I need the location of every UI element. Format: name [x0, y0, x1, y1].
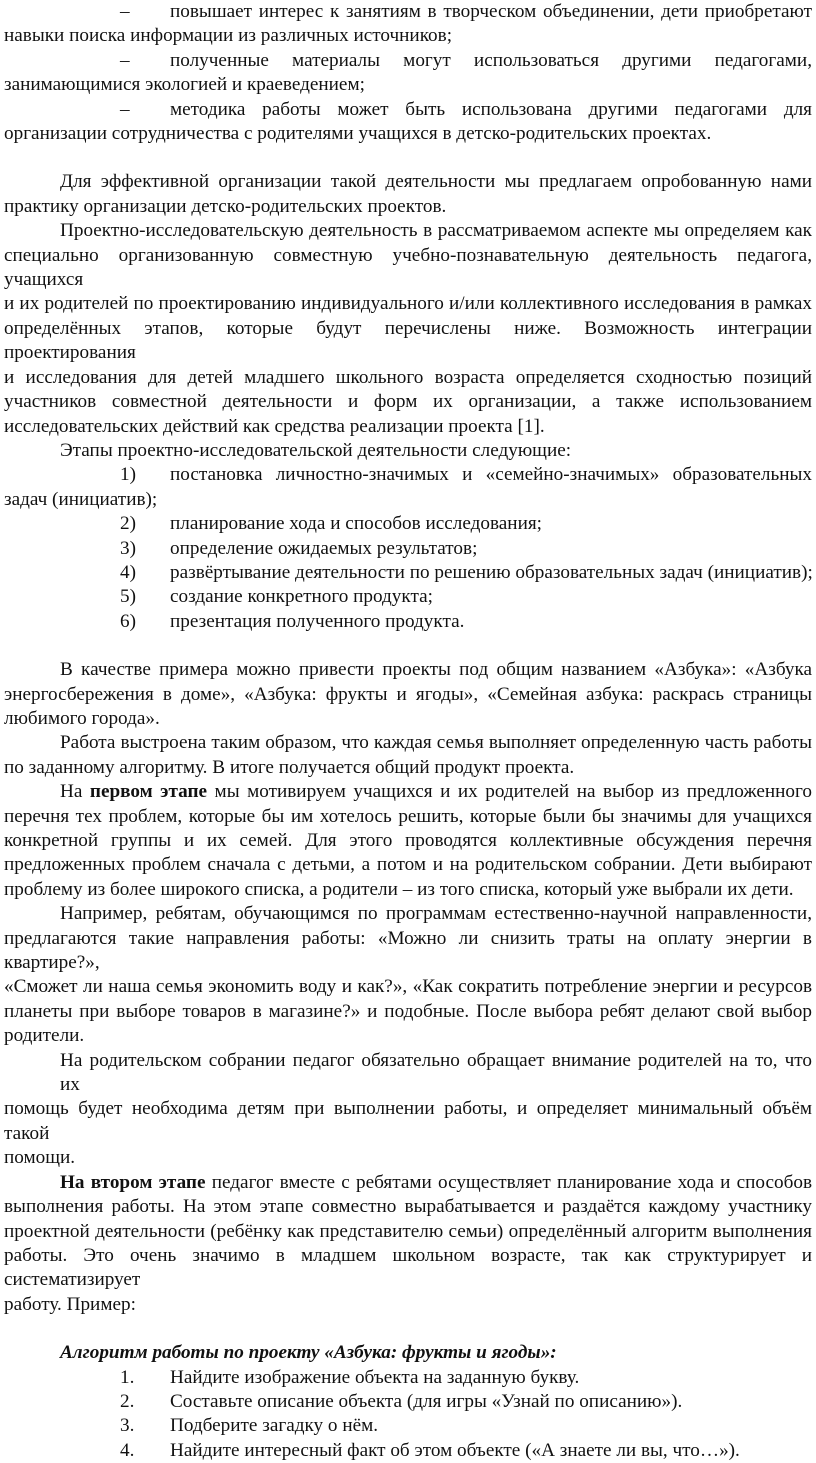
paragraph-line: определённых этапов, которые будут перечислены ниже. Возможность интеграции проектирования — [4, 317, 812, 364]
list-item-text: Подберите загадку о нём. — [170, 1415, 379, 1437]
list-item — [4, 1366, 812, 1390]
list-item — [4, 98, 812, 147]
spacer — [4, 634, 812, 658]
paragraph-line: энергосбережения в доме», «Азбука: фрукты и ягоды», «Семейная азбука: раскрась страницы — [4, 683, 812, 705]
list-item-text: Найдите изображение объекта на заданную букву. — [170, 1366, 580, 1388]
list-item-text: занимающимися экологией и краеведением; — [4, 74, 365, 96]
list-item — [4, 561, 812, 585]
list-marker: 3) — [120, 537, 136, 559]
paragraph-line: специально организованную совместную учебно-познавательную деятельность педагога, учащихся — [4, 244, 812, 291]
list-marker: 2. — [120, 1390, 135, 1412]
stages-list — [4, 463, 812, 634]
list-item — [4, 512, 812, 536]
paragraph-line: На родительском собрании педагог обязательно обращает внимание родителей на то, что их — [60, 1049, 812, 1096]
paragraph-line — [4, 780, 812, 804]
spacer — [4, 1317, 812, 1341]
paragraph-line: родители. — [4, 1025, 85, 1047]
list-item — [4, 463, 812, 512]
paragraph-line: работу. Пример: — [4, 1293, 136, 1315]
paragraph-line: Проектно-исследовательскую деятельность в рассматриваемом аспекте мы определяем как — [60, 220, 812, 242]
paragraph-line: планеты при выборе товаров в магазине?» и подобные. После выбора ребят делают свой выбор — [4, 1000, 812, 1022]
list-item — [4, 1414, 812, 1438]
bold-term: первом этапе — [89, 781, 208, 803]
paragraph — [4, 219, 812, 439]
list-item — [4, 585, 812, 609]
list-item — [4, 1439, 812, 1463]
paragraph-line: «Сможет ли наша семья экономить воду и как?», «Как сократить потребление энергии и ресурсов — [4, 976, 812, 998]
list-marker: 4. — [120, 1439, 135, 1461]
paragraph-line: предложенных проблем сначала с детьми, а потом и на родительском собрании. Дети выбирают — [4, 854, 812, 876]
paragraph — [4, 780, 812, 902]
paragraph — [4, 658, 812, 731]
paragraph-line: помощь будет необходима детям при выполнении работы, и определяет минимальный объём такой — [4, 1098, 812, 1144]
list-item-text: навыки поиска информации из различных источников; — [4, 25, 453, 47]
paragraph-line: конкретной группы и их семей. Для этого проводятся коллективные обсуждения перечня — [4, 830, 812, 851]
list-item-text: планирование хода и способов исследования; — [170, 513, 542, 535]
benefits-list — [4, 0, 812, 146]
list-item-text: развёртывание деятельности по решению образовательных задач (инициатив); — [170, 561, 813, 583]
list-marker: 1. — [120, 1366, 135, 1388]
paragraph-line: любимого города». — [4, 707, 160, 729]
list-item-text: задач (инициатив); — [4, 488, 158, 510]
list-item — [4, 610, 812, 634]
list-item-text: постановка личностно-значимых и «семейно-значимых» образовательных — [170, 464, 812, 486]
spacer — [4, 146, 812, 170]
bold-term: На втором этапе — [60, 1171, 206, 1193]
list-item-text: презентация полученного продукта. — [170, 610, 465, 632]
paragraph-line — [4, 1171, 812, 1195]
paragraph-line: выполнения работы. На этом этапе совместно вырабатывается и раздаётся каждому участнику — [4, 1196, 812, 1218]
dash-marker: – — [120, 1, 130, 22]
text-run: педагог вместе с ребятами осуществляет планирование хода и способов — [205, 1171, 812, 1193]
paragraph-line: Для эффективной организации такой деятельности мы предлагаем опробованную нами — [60, 171, 812, 193]
paragraph-line: участников совместной деятельности и форм их организации, а также использованием — [4, 391, 812, 413]
list-item-text: методика работы может быть использована другими педагогами для — [170, 98, 812, 120]
paragraph — [4, 1341, 812, 1365]
list-item — [4, 1390, 812, 1414]
list-marker: 2) — [120, 513, 136, 535]
list-item — [4, 49, 812, 98]
algorithm-title: Алгоритм работы по проекту «Азбука: фрукты и ягоды»: — [60, 1342, 557, 1364]
list-item-text: Составьте описание объекта (для игры «Узнай по описанию»). — [170, 1390, 683, 1412]
paragraph-line: проектной деятельности (ребёнку как представителю семьи) определённый алгоритм выполнения — [4, 1220, 812, 1242]
list-item-text: определение ожидаемых результатов; — [170, 537, 478, 559]
paragraph-line: Например, ребятам, обучающимся по программам естественно-научной направленности, — [60, 903, 812, 925]
dash-marker: – — [120, 98, 130, 120]
paragraph — [4, 439, 812, 463]
list-item — [4, 537, 812, 561]
list-marker: 1) — [120, 464, 136, 486]
paragraph — [4, 170, 812, 219]
list-item-text: полученные материалы могут использоваться другими педагогами, — [170, 49, 812, 71]
paragraph-line: и исследования для детей младшего школьного возраста определяется сходностью позиций — [4, 366, 812, 388]
paragraph — [4, 1049, 812, 1171]
paragraph-line: В качестве примера можно привести проекты под общим названием «Азбука»: «Азбука — [60, 659, 812, 681]
list-marker: 3. — [120, 1415, 135, 1437]
algorithm-list — [4, 1366, 812, 1463]
list-item-text: Найдите интересный факт об этом объекте («А знаете ли вы, что…»). — [170, 1439, 740, 1461]
paragraph-line: предлагаются такие направления работы: «Можно ли снизить траты на оплату энергии в квартире?», — [4, 927, 812, 974]
paragraph-line: перечня тех проблем, которые бы им хотелось решить, которые были бы значимы для учащихся — [4, 805, 812, 827]
paragraph-line: по заданному алгоритму. В итоге получается общий продукт проекта. — [4, 756, 575, 778]
paragraph — [4, 1171, 812, 1317]
list-marker: 6) — [120, 610, 136, 632]
paragraph — [4, 902, 812, 1048]
paragraph-line: и их родителей по проектированию индивидуального и/или коллективного исследования в рамках — [4, 293, 812, 315]
paragraph-line: работы. Это очень значимо в младшем школьном возрасте, так как структурирует и систематизирует — [4, 1244, 812, 1291]
paragraph-line: исследовательских действий как средства реализации проекта [1]. — [4, 415, 545, 437]
dash-marker: – — [120, 49, 130, 71]
list-marker: 5) — [120, 586, 136, 608]
list-item-text: создание конкретного продукта; — [170, 586, 433, 608]
text-run: На — [60, 781, 90, 803]
paragraph-line: Этапы проектно-исследовательской деятельности следующие: — [60, 439, 572, 461]
paragraph-line: Работа выстроена таким образом, что каждая семья выполняет определенную часть работы — [60, 732, 812, 754]
list-marker: 4) — [120, 561, 136, 583]
paragraph-line: практику организации детско-родительских проектов. — [4, 195, 447, 217]
paragraph-line: проблему из более широкого списка, а родители – из того списка, который уже выбрали их дети. — [4, 878, 794, 900]
list-item-text: повышает интерес к занятиям в творческом объединении, дети приобретают — [170, 1, 812, 22]
paragraph — [4, 731, 812, 780]
list-item — [4, 0, 812, 49]
list-item-text: организации сотрудничества с родителями учащихся в детско-родительских проектах. — [4, 123, 712, 145]
paragraph-line: помощи. — [4, 1147, 76, 1169]
text-run: мы мотивируем учащихся и их родителей на выбор из предложенного — [207, 781, 813, 803]
